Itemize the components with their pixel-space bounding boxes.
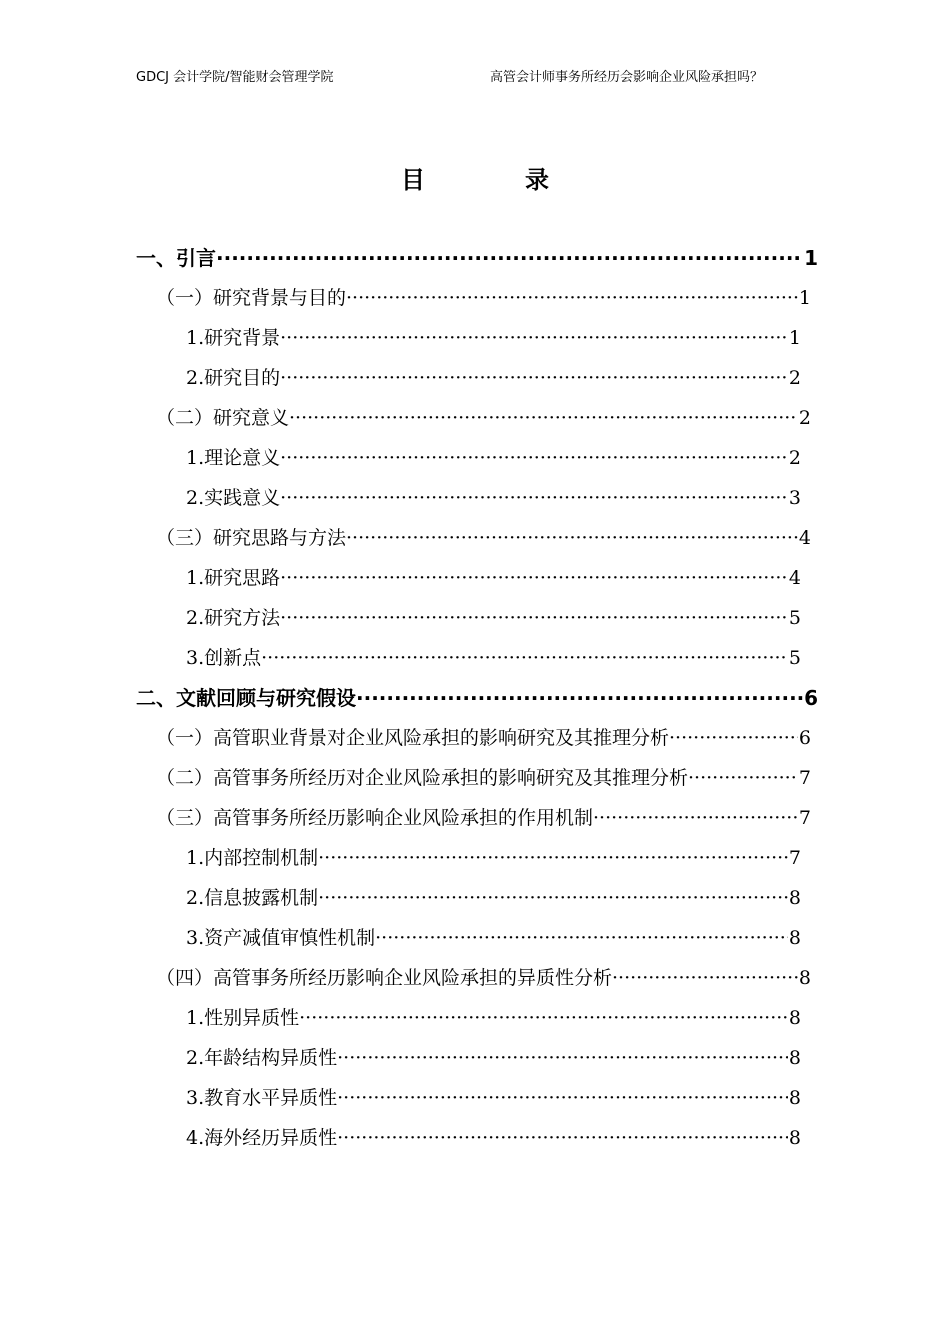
toc-leader-dots bbox=[612, 963, 798, 993]
toc-entry-label: 2.研究目的 bbox=[186, 367, 281, 389]
toc-leader-dots bbox=[280, 603, 788, 633]
toc-entry-label: 1.研究思路 bbox=[186, 567, 281, 589]
toc-entry-label: 2.研究方法 bbox=[186, 607, 281, 629]
toc-entry[interactable] bbox=[156, 283, 811, 313]
toc-entry[interactable] bbox=[186, 323, 801, 353]
toc-entry-label: 2.信息披露机制 bbox=[186, 887, 319, 909]
toc-entry[interactable] bbox=[186, 1083, 801, 1113]
page-title: 目录 bbox=[401, 166, 649, 194]
toc-entry-page-number: 1 bbox=[804, 246, 818, 270]
toc-entry[interactable] bbox=[136, 243, 818, 273]
toc-entry[interactable] bbox=[186, 1003, 801, 1033]
toc-entry-label: （二）研究意义 bbox=[156, 407, 290, 429]
toc-entry-label: （四）高管事务所经历影响企业风险承担的异质性分析 bbox=[156, 967, 613, 989]
toc-entry[interactable] bbox=[156, 723, 811, 753]
toc-entry-page-number: 8 bbox=[788, 1007, 801, 1029]
toc-entry-page-number: 2 bbox=[788, 367, 801, 389]
toc-entry-label: 2.实践意义 bbox=[186, 487, 281, 509]
toc-leader-dots bbox=[280, 443, 788, 473]
toc-entry-page-number: 1 bbox=[788, 327, 801, 349]
toc-leader-dots bbox=[280, 363, 788, 393]
toc-entry-page-number: 5 bbox=[788, 607, 801, 629]
toc-leader-dots bbox=[337, 1123, 788, 1153]
running-header-left: GDCJ 会计学院/智能财会管理学院 bbox=[136, 70, 334, 85]
toc-entry-label: 1.理论意义 bbox=[186, 447, 281, 469]
toc-entry-page-number: 6 bbox=[798, 727, 811, 749]
toc-leader-dots bbox=[688, 763, 798, 793]
toc-entry-page-number: 4 bbox=[798, 527, 811, 549]
toc-leader-dots bbox=[593, 803, 798, 833]
toc-entry[interactable] bbox=[186, 603, 801, 633]
toc-leader-dots bbox=[289, 403, 798, 433]
toc-leader-dots bbox=[318, 883, 788, 913]
toc-entry-label: 二、文献回顾与研究假设 bbox=[136, 686, 356, 710]
toc-entry[interactable] bbox=[156, 963, 811, 993]
toc-entry[interactable] bbox=[136, 683, 818, 713]
toc-leader-dots bbox=[318, 843, 788, 873]
toc-entry-page-number: 4 bbox=[788, 567, 801, 589]
toc-entry-label: 1.内部控制机制 bbox=[186, 847, 319, 869]
toc-entry-page-number: 2 bbox=[788, 447, 801, 469]
toc-entry-page-number: 8 bbox=[788, 927, 801, 949]
toc-entry-label: 3.教育水平异质性 bbox=[186, 1087, 338, 1109]
toc-entry[interactable] bbox=[186, 563, 801, 593]
toc-entry[interactable] bbox=[156, 523, 811, 553]
toc-entry-page-number: 7 bbox=[798, 807, 811, 829]
toc-entry-label: 4.海外经历异质性 bbox=[186, 1127, 338, 1149]
toc-leader-dots bbox=[346, 283, 798, 313]
toc-entry-label: 2.年龄结构异质性 bbox=[186, 1047, 338, 1069]
toc-entry[interactable] bbox=[156, 763, 811, 793]
toc-entry[interactable] bbox=[186, 643, 801, 673]
toc-entry-page-number: 5 bbox=[788, 647, 801, 669]
toc-entry[interactable] bbox=[186, 843, 801, 873]
toc-entry-page-number: 1 bbox=[798, 287, 811, 309]
toc-entry[interactable] bbox=[186, 363, 801, 393]
toc-entry[interactable] bbox=[156, 803, 811, 833]
toc-entry-page-number: 8 bbox=[798, 967, 811, 989]
toc-entry-page-number: 7 bbox=[788, 847, 801, 869]
toc-leader-dots bbox=[337, 1043, 788, 1073]
toc-entry-label: 1.研究背景 bbox=[186, 327, 281, 349]
toc-entry-label: （一）高管职业背景对企业风险承担的影响研究及其推理分析 bbox=[156, 727, 670, 749]
running-header-right: 高管会计师事务所经历会影响企业风险承担吗？ bbox=[490, 70, 764, 85]
toc-entry-label: 一、引言 bbox=[136, 246, 216, 270]
toc-leader-dots bbox=[669, 723, 798, 753]
toc-entry-page-number: 2 bbox=[798, 407, 811, 429]
toc-entry-page-number: 8 bbox=[788, 887, 801, 909]
toc-leader-dots bbox=[299, 1003, 788, 1033]
toc-entry-page-number: 8 bbox=[788, 1127, 801, 1149]
toc-leader-dots bbox=[337, 1083, 788, 1113]
toc-entry-page-number: 6 bbox=[804, 686, 818, 710]
toc-entry-page-number: 8 bbox=[788, 1087, 801, 1109]
toc-entry[interactable] bbox=[186, 483, 801, 513]
toc-entry[interactable] bbox=[186, 1123, 801, 1153]
toc-entry-label: 3.创新点 bbox=[186, 647, 262, 669]
toc-leader-dots bbox=[280, 483, 788, 513]
toc-entry[interactable] bbox=[186, 923, 801, 953]
toc-leader-dots bbox=[375, 923, 788, 953]
toc-leader-dots bbox=[346, 523, 798, 553]
toc-entry[interactable] bbox=[186, 883, 801, 913]
toc-entry-label: 1.性别异质性 bbox=[186, 1007, 300, 1029]
toc-leader-dots bbox=[216, 243, 803, 273]
toc-leader-dots bbox=[280, 323, 788, 353]
toc-leader-dots bbox=[261, 643, 788, 673]
toc-entry[interactable] bbox=[186, 1043, 801, 1073]
toc-entry[interactable] bbox=[156, 403, 811, 433]
toc-leader-dots bbox=[356, 683, 803, 713]
toc-entry-label: 3.资产减值审慎性机制 bbox=[186, 927, 376, 949]
toc-entry-label: （一）研究背景与目的 bbox=[156, 287, 347, 309]
toc-entry-label: （三）研究思路与方法 bbox=[156, 527, 347, 549]
toc-entry-page-number: 3 bbox=[788, 487, 801, 509]
toc-entry-label: （三）高管事务所经历影响企业风险承担的作用机制 bbox=[156, 807, 594, 829]
toc-entry-page-number: 7 bbox=[798, 767, 811, 789]
toc-entry-page-number: 8 bbox=[788, 1047, 801, 1069]
toc-entry-label: （二）高管事务所经历对企业风险承担的影响研究及其推理分析 bbox=[156, 767, 689, 789]
toc-leader-dots bbox=[280, 563, 788, 593]
toc-entry[interactable] bbox=[186, 443, 801, 473]
